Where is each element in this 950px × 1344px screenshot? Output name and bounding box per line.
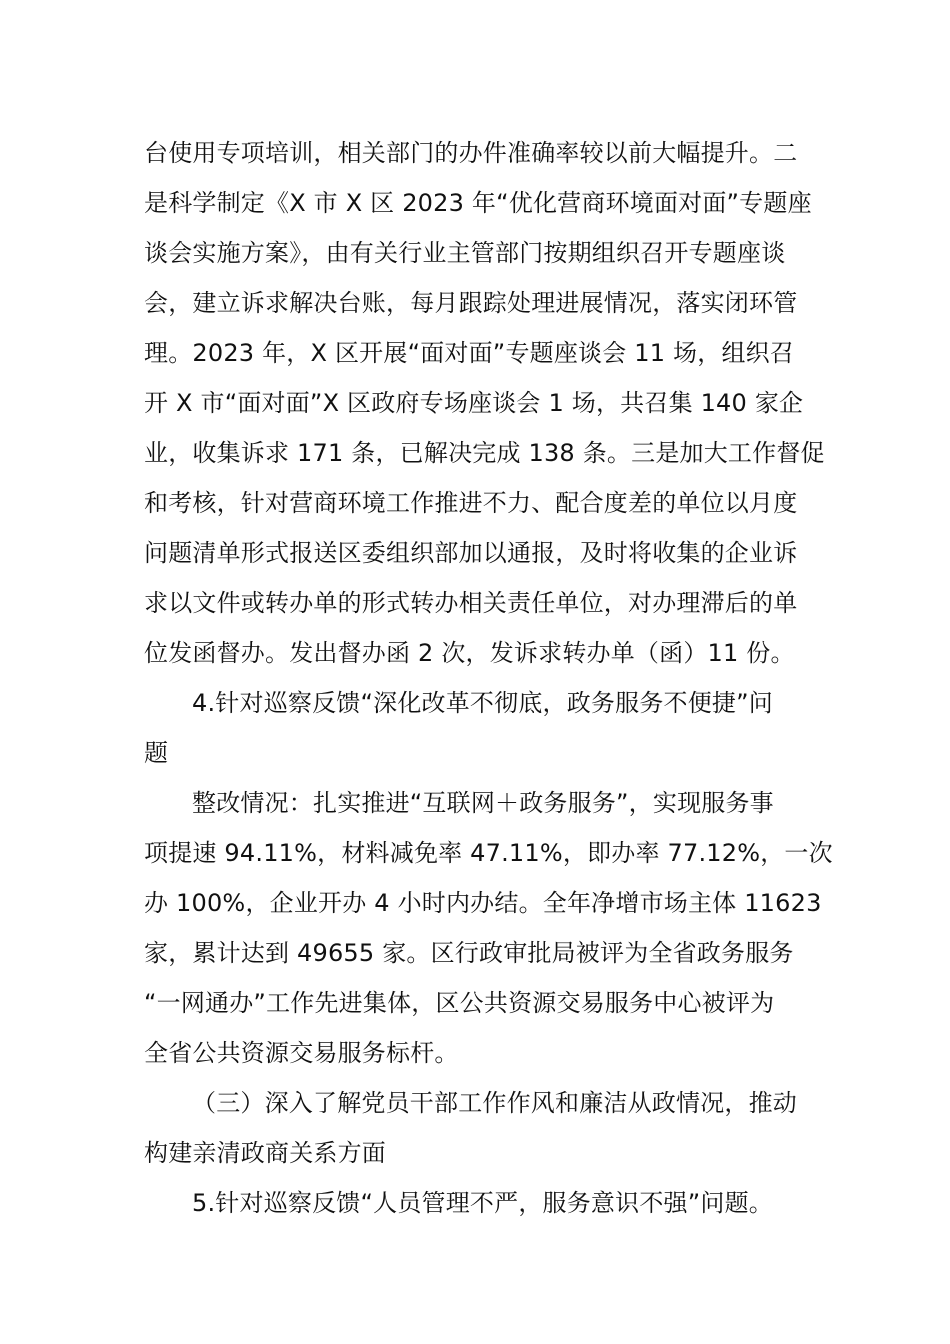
- section-heading-4: 4.针对巡察反馈“深化改革不彻底，政务服务不便捷”问: [192, 689, 773, 717]
- rectification-line: 项提速 94.11%，材料减免率 47.11%，即办率 77.12%，一次: [144, 839, 833, 867]
- paragraph-line: 位发函督办。发出督办函 2 次，发诉求转办单（函）11 份。: [144, 639, 795, 667]
- rectification-line: 全省公共资源交易服务标杆。: [144, 1039, 459, 1067]
- document-body: [144, 128, 833, 1228]
- paragraph-line: 是科学制定《X 市 X 区 2023 年“优化营商环境面对面”专题座: [144, 189, 812, 217]
- section-heading-5: 5.针对巡察反馈“人员管理不严，服务意识不强”问题。: [192, 1189, 773, 1217]
- rectification-line: 整改情况：扎实推进“互联网＋政务服务”，实现服务事: [192, 789, 774, 817]
- paragraph-line: 台使用专项培训，相关部门的办件准确率较以前大幅提升。二: [144, 139, 798, 167]
- paragraph-line: 会，建立诉求解决台账，每月跟踪处理进展情况，落实闭环管: [144, 289, 798, 317]
- paragraph-line: 求以文件或转办单的形式转办相关责任单位，对办理滞后的单: [144, 589, 798, 617]
- paragraph-line: 谈会实施方案》，由有关行业主管部门按期组织召开专题座谈: [144, 239, 786, 267]
- paragraph-line: 开 X 市“面对面”X 区政府专场座谈会 1 场，共召集 140 家企: [144, 389, 804, 417]
- rectification-line: “一网通办”工作先进集体，区公共资源交易服务中心被评为: [144, 989, 775, 1017]
- section-heading-4-cont: 题: [144, 739, 169, 767]
- paragraph-line: 问题清单形式报送区委组织部加以通报，及时将收集的企业诉: [144, 539, 798, 567]
- rectification-line: 办 100%，企业开办 4 小时内办结。全年净增市场主体 11623: [144, 889, 822, 917]
- paragraph-line: 和考核，针对营商环境工作推进不力、配合度差的单位以月度: [144, 489, 798, 517]
- paragraph-line: 理。2023 年，X 区开展“面对面”专题座谈会 11 场，组织召: [144, 339, 795, 367]
- section-heading-3-cont: 构建亲清政商关系方面: [144, 1139, 386, 1167]
- paragraph-line: 业，收集诉求 171 条，已解决完成 138 条。三是加大工作督促: [144, 439, 825, 467]
- section-heading-3: （三）深入了解党员干部工作作风和廉洁从政情况，推动: [192, 1089, 797, 1117]
- rectification-line: 家，累计达到 49655 家。区行政审批局被评为全省政务服务: [144, 939, 794, 967]
